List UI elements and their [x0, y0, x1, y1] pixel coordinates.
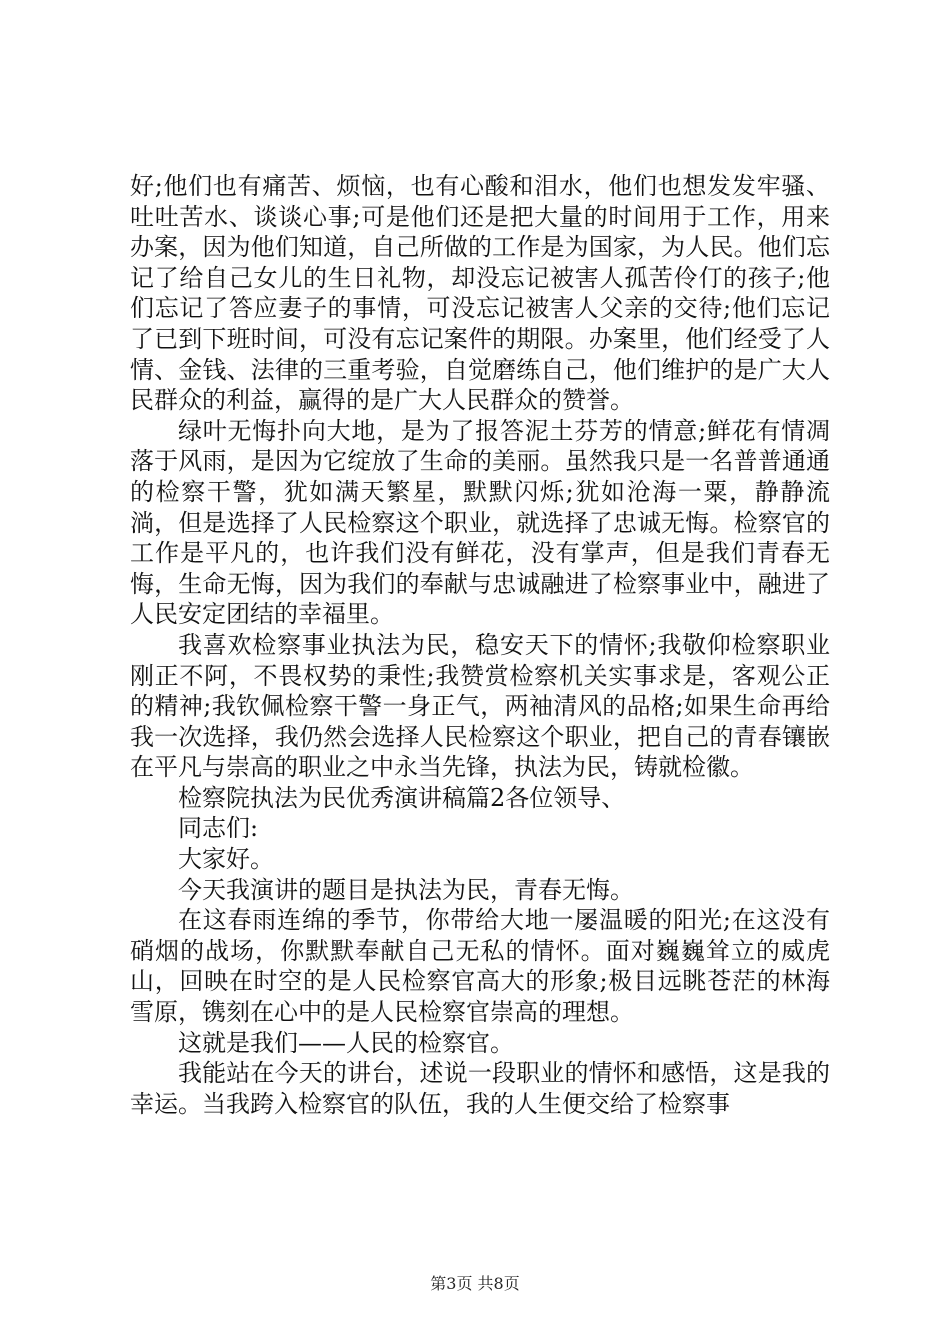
- document-body: [130, 171, 830, 1119]
- paragraph-5: 同志们:: [178, 814, 259, 843]
- paragraph-6: 大家好。: [178, 845, 274, 874]
- paragraph-3: 我喜欢检察事业执法为民，稳安天下的情怀;我敬仰检察职业刚正不阿，不畏权势的秉性;我赞赏检察机关实事求是，客观公正的精神;我钦佩检察干警一身正气，两袖清风的品格;如果生命再给我一次选择，我仍然会选择人民检察这个职业，把自己的青春镶嵌在平凡与崇高的职业之中永当先锋，执法为民，铸就检徽。: [130, 630, 830, 782]
- paragraph-2: 绿叶无悔扑向大地，是为了报答泥土芬芳的情意;鲜花有情凋落于风雨，是因为它绽放了生命的美丽。虽然我只是一名普普通通的检察干警，犹如满天繁星，默默闪烁;犹如沧海一粟，静静流淌，但是选择了人民检察这个职业，就选择了忠诚无悔。检察官的工作是平凡的，也许我们没有鲜花，没有掌声，但是我们青春无悔，生命无悔，因为我们的奉献与忠诚融进了检察事业中，融进了人民安定团结的幸福里。: [130, 416, 830, 629]
- paragraph-10: 我能站在今天的讲台，述说一段职业的情怀和感悟，这是我的幸运。当我跨入检察官的队伍，我的人生便交给了检察事: [130, 1059, 830, 1118]
- paragraph-4: 检察院执法为民优秀演讲稿篇2各位领导、: [178, 783, 626, 812]
- paragraph-1: 好;他们也有痛苦、烦恼，也有心酸和泪水，他们也想发发牢骚、吐吐苦水、谈谈心事;可是他们还是把大量的时间用于工作，用来办案，因为他们知道，自己所做的工作是为国家，为人民。他们忘记了给自己女儿的生日礼物，却没忘记被害人孤苦伶仃的孩子;他们忘记了答应妻子的事情，可没忘记被害人父亲的交待;他们忘记了已到下班时间，可没有忘记案件的期限。办案里，他们经受了人情、金钱、法律的三重考验，自觉磨练自己，他们维护的是广大人民群众的利益，赢得的是广大人民群众的赞誉。: [130, 172, 830, 415]
- paragraph-9: 这就是我们——人民的检察官。: [178, 1028, 514, 1057]
- paragraph-8: 在这春雨连绵的季节，你带给大地一屡温暖的阳光;在这没有硝烟的战场，你默默奉献自己无私的情怀。面对巍巍耸立的威虎山，回映在时空的是人民检察官高大的形象;极目远眺苍茫的林海雪原，镌刻在心中的是人民检察官崇高的理想。: [130, 906, 830, 1027]
- page-number-footer: 第3页 共8页: [430, 1274, 520, 1293]
- paragraph-7: 今天我演讲的题目是执法为民，青春无悔。: [178, 875, 634, 904]
